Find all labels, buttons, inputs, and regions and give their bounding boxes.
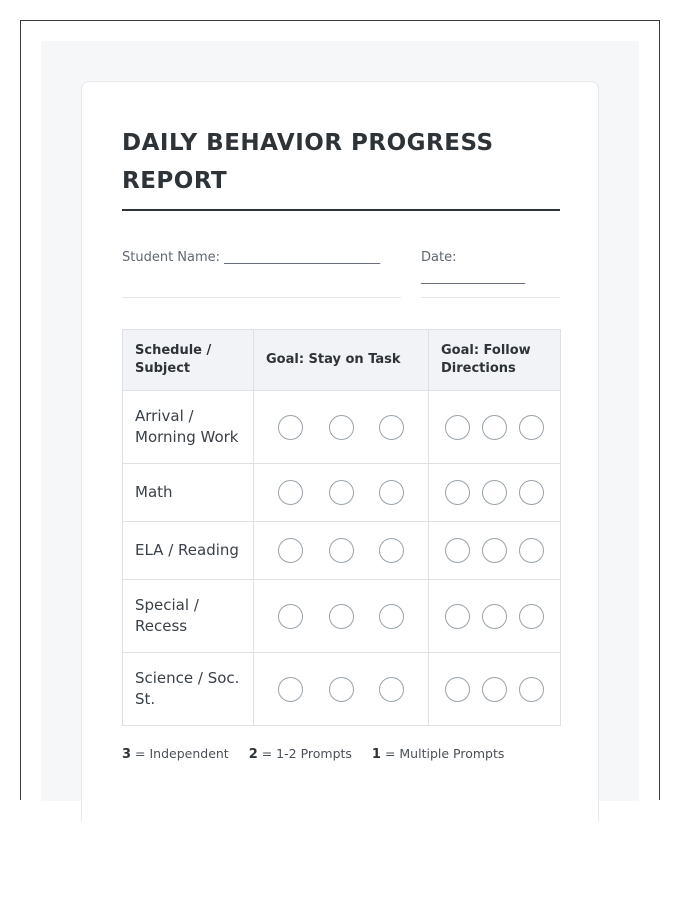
stay-on-task-cell: [254, 464, 429, 522]
behavior-table: [122, 329, 561, 726]
rating-circle[interactable]: [482, 538, 507, 563]
row-subject: Special / Recess: [123, 580, 254, 653]
rating-circle[interactable]: [379, 415, 404, 440]
date-underline: [421, 297, 560, 298]
rating-circle[interactable]: [329, 480, 354, 505]
rating-circle[interactable]: [278, 538, 303, 563]
page-background: [41, 41, 639, 801]
table-row: [123, 391, 561, 464]
table-row: [123, 464, 561, 522]
page-frame: [20, 20, 660, 800]
row-subject: ELA / Reading: [123, 522, 254, 580]
row-subject: Science / Soc. St.: [123, 653, 254, 726]
follow-directions-cell: [429, 522, 561, 580]
rating-circle[interactable]: [482, 677, 507, 702]
report-title: DAILY BEHAVIOR PROGRESS REPORT: [122, 130, 494, 194]
rating-circle[interactable]: [519, 538, 544, 563]
row-subject: Arrival / Morning Work: [123, 391, 254, 464]
legend-item: [372, 746, 504, 761]
row-subject: Math: [123, 464, 254, 522]
rating-circle[interactable]: [329, 415, 354, 440]
rating-circle[interactable]: [482, 415, 507, 440]
rating-circle[interactable]: [445, 480, 470, 505]
table-row: [123, 580, 561, 653]
report-card: [81, 81, 599, 821]
rating-circle[interactable]: [379, 604, 404, 629]
student-name-underline: [122, 297, 401, 298]
rating-circle[interactable]: [519, 677, 544, 702]
rating-circle[interactable]: [519, 604, 544, 629]
title-divider: [122, 209, 560, 211]
header-schedule: Schedule / Subject: [123, 330, 254, 391]
rating-circle[interactable]: [379, 677, 404, 702]
rating-circle[interactable]: [519, 415, 544, 440]
date-field[interactable]: Date: ________________: [421, 250, 525, 285]
rating-circle[interactable]: [278, 415, 303, 440]
legend-text: = 1-2 Prompts: [261, 746, 352, 761]
table-header-row: [123, 330, 561, 391]
rating-circle[interactable]: [482, 604, 507, 629]
table-row: [123, 522, 561, 580]
rating-circle[interactable]: [278, 480, 303, 505]
stay-on-task-cell: [254, 391, 429, 464]
rating-circle[interactable]: [278, 677, 303, 702]
rating-circle[interactable]: [379, 538, 404, 563]
rating-circle[interactable]: [482, 480, 507, 505]
stay-on-task-cell: [254, 653, 429, 726]
follow-directions-cell: [429, 391, 561, 464]
rating-circle[interactable]: [329, 677, 354, 702]
rating-circle[interactable]: [519, 480, 544, 505]
stay-on-task-cell: [254, 522, 429, 580]
rating-circle[interactable]: [445, 677, 470, 702]
header-follow-directions: Goal: Follow Directions: [429, 330, 561, 391]
rating-circle[interactable]: [278, 604, 303, 629]
student-name-field[interactable]: Student Name: ________________________: [122, 250, 381, 265]
rating-circle[interactable]: [379, 480, 404, 505]
legend-text: = Multiple Prompts: [384, 746, 505, 761]
rating-circle[interactable]: [445, 538, 470, 563]
legend-score: 3: [122, 747, 132, 762]
rating-circle[interactable]: [329, 604, 354, 629]
follow-directions-cell: [429, 653, 561, 726]
header-stay-on-task: Goal: Stay on Task: [254, 330, 429, 391]
follow-directions-cell: [429, 464, 561, 522]
follow-directions-cell: [429, 580, 561, 653]
score-legend: [122, 746, 520, 762]
table-row: [123, 653, 561, 726]
rating-circle[interactable]: [445, 415, 470, 440]
rating-circle[interactable]: [445, 604, 470, 629]
legend-item: [122, 746, 229, 761]
legend-score: 1: [371, 747, 381, 762]
legend-score: 2: [248, 747, 258, 762]
legend-text: = Independent: [135, 746, 229, 761]
stay-on-task-cell: [254, 580, 429, 653]
legend-item: [249, 746, 352, 761]
rating-circle[interactable]: [329, 538, 354, 563]
